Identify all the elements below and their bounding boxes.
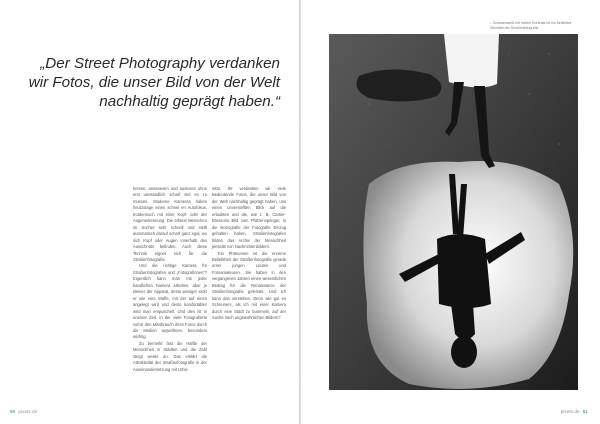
folio-label: pixelx.de <box>18 409 38 414</box>
folio-left <box>10 409 37 414</box>
folio-label: pixelx.de <box>560 409 580 414</box>
folio-right <box>561 409 588 414</box>
left-page <box>0 0 299 424</box>
pull-quote: „Der Street Photography verdanken wir Fotos, die unser Bild von der Welt nachhaltig geprägt haben.“ <box>28 55 280 110</box>
photo-caption: ↓ Schwarzweiß mit harten Kontrast ist ein beliebtes Stilmittel der Straßenfotografie. <box>490 21 572 30</box>
paragraph: Ein Phänomen ist die enorme Beliebtheit der Straßenfotografie gerade unter jungen Leuten und Fotoamateuren. Sie haben in den vergangenen Jahren einen wesentlichen Beitrag für die Renaissance der Straßenfotografie geleistet. Und ich kann das verstehen. Denn wie gut es Schreiners, als ich mit einer Kamera durch eine Stadt zu bummeln, auf der Suche nach ungewöhnlichen Bildern? <box>212 250 286 321</box>
text-column-1 <box>133 186 207 373</box>
paragraph: Und die richtige Kamera für Straßenfotografen und „Fotografinnen“? Eigentlich kann man mit jeder handlichen Kamera arbeiten, aber je kleiner der Apparat, desto weniger wirkt er wie eine Waffe, mit der auf einen angelegt wird und desto komfortabler wird man empuschelt. Und dies ist in unserer Zeit, in der viele Fotografierte sofort den Missbrauch ihres Fotos durch die Medien argwöhnen, besonders wichtig. <box>133 263 207 340</box>
right-page <box>301 0 600 424</box>
paragraph: Zu bemerkt fast die Hälfte der Menschheit in Städten und die Zahl steigt weiter an. Das erklärt die Attraktivität der Straßenfotografie in der Auseinandersetzung mit Urba- <box>133 340 207 372</box>
street-photo <box>329 34 578 390</box>
page-number: 50 <box>10 409 16 414</box>
page-number: 51 <box>582 409 588 414</box>
text-column-2 <box>212 186 286 322</box>
paragraph: hetzen, annavieren und ausloses ohne erst umstandlich scharf stel en zu mussen. Moderne Kameras haben heutzutage einen schnel en Autofokus, trotdennoch mit einer Kopf- oder der Augenerkennung. Die erfasst Menschen im Sucher sehr schnell und stellt automatisch darauf scharf ganz egal, wo sich Kopf oder Augen innerhalb des Ausschnitts befinden. Auch diese Technik eignet sich für die Straßenfotografie. <box>133 186 207 262</box>
paragraph: nität. Ihr verdanken wir viele Bedeutende Fotos, die unser Bild von der Welt nachhaltig geprägt haben, uns einen unverstellten Blick auf die erlaubten und die, wie z. B. Cartier-Bressons Bild vom Pfützenspringer, in die Ikonografie der Fotografie Einzug gehalten haben. Straßenfotografen bilden das Archiv der Menschheit jenseits von Nachrichtenbildern. <box>212 186 286 250</box>
